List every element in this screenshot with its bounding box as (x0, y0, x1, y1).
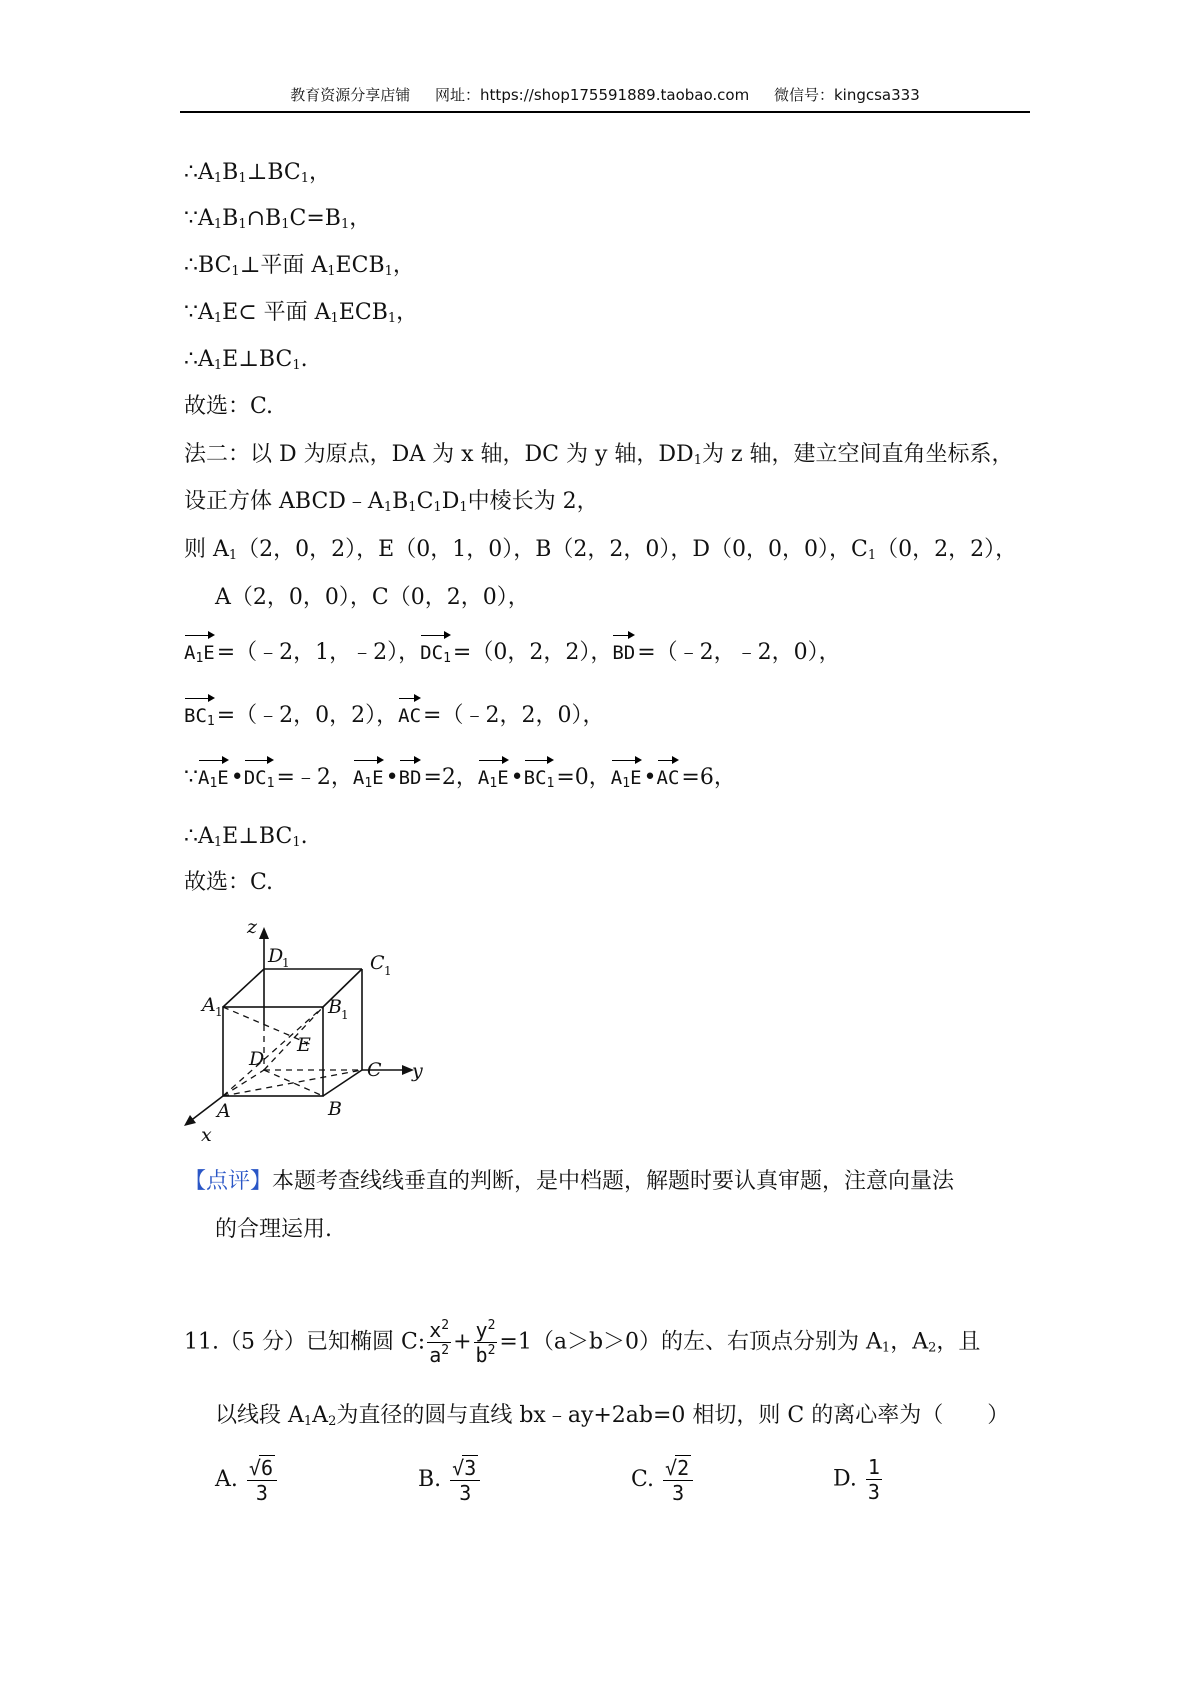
vector-line-1: $A_1E=(﹣2$，1，﹣2），$DC_1=(0$，2，2），BD=（﹣2，﹣2，0）， (184, 632, 841, 668)
svg-text:1: 1 (215, 1005, 223, 1019)
dot-products-line: $\because A_1E•DC_1=﹣2$，$A_1E•BD=2$，$A_1E•BC_1=0$，$A_1E•AC=6$， (184, 757, 736, 793)
vec-bc1: $BC_1$ (184, 695, 215, 731)
method2-points-1: 则 $A_1(2$，0，2），E（0，1，0），B（2，2，0），D（0，0，0），$C_1(0$，2，2）， (184, 537, 1018, 563)
method2-intro: 法二：以 D 为原点，DA 为 x 轴，DC 为 y 轴，$DD_1$为 z 轴，建立空间直角坐标系， (184, 442, 1014, 468)
header-site: 网址：https://shop175591889.taobao.com (435, 86, 750, 104)
method2-points-2: A（2，0，0），C（0，2，0）， (215, 585, 530, 610)
header-rule (180, 111, 1030, 113)
page-header (180, 84, 1030, 112)
label-b1: B (328, 996, 342, 1018)
label-b: B (328, 1098, 342, 1120)
vector-line-2: $BC_1=(﹣2$，0，2），AC=（﹣2，2，0）， (184, 695, 604, 731)
z-arrow-head (259, 927, 269, 939)
svg-text:1: 1 (384, 964, 392, 978)
comment-line-2: 的合理运用. (215, 1217, 332, 1242)
fraction-x2-a2: $\frac{x^2}{a^2}$ (429, 1318, 450, 1367)
label-e: E (297, 1034, 311, 1056)
question-11-line-2: 以线段 $A_1A_2$为直径的圆与直线 bx﹣ay+2ab=0 相切，则 C 的离心率为（ ） (215, 1403, 1010, 1429)
answer-line-2: 故选：C. (184, 870, 274, 895)
proof-line-3: $\therefore BC_1\perp$平面 $A_1ECB_1$， (184, 253, 415, 279)
header-wechat: 微信号：kingcsa333 (773, 86, 920, 104)
label-c: C (367, 1059, 382, 1081)
vec-a1e: $A_1E$ (184, 632, 215, 668)
comment-line-1: 【点评】本题考查线线垂直的判断，是中档题，解题时要认真审题，注意向量法 (184, 1169, 955, 1194)
label-c1: C (370, 952, 385, 974)
fraction-y2-b2: $\frac{y^2}{b^2}$ (475, 1318, 496, 1367)
svg-text:1: 1 (282, 956, 290, 970)
method2-cube: 设正方体 $ABCD﹣A_1B_1C_1D_1$中棱长为 2， (184, 489, 599, 515)
option-c[interactable]: C. $\frac{√2}{3}$ (631, 1455, 695, 1505)
option-a[interactable]: A. $\frac{√6}{3}$ (215, 1455, 279, 1505)
svg-text:1: 1 (341, 1008, 349, 1022)
method2-conclusion: $\therefore A_1E\perp BC_1$. (184, 824, 308, 850)
cube-figure (184, 915, 444, 1150)
header-shop: 教育资源分享店铺 (290, 86, 411, 104)
vec-bd: BD (612, 632, 635, 668)
label-x: x (201, 1124, 212, 1146)
vec-ac: AC (398, 695, 421, 731)
comment-tag: 【点评】 (184, 1169, 273, 1194)
label-a: A (217, 1100, 231, 1122)
label-z: z (247, 916, 258, 938)
answer-line-1: 故选：C. (184, 394, 274, 419)
proof-line-4: $\because A_1E\subset$ 平面 $A_1ECB_1$， (184, 300, 419, 326)
question-11-line-1: 11.（5 分）已知椭圆 C: $\frac{x^2}{a^2}$ + $\frac{y^2}{b^2}$ =1（a＞b＞0）的左、右顶点分别为 $A_1$，$A_2$，且 (184, 1318, 981, 1367)
proof-line-5: $\therefore A_1E\perp BC_1$. (184, 347, 308, 373)
option-b[interactable]: B. $\frac{√3}{3}$ (418, 1455, 482, 1505)
label-a1: A (202, 994, 216, 1016)
vec-dc1: $DC_1$ (420, 632, 451, 668)
label-d1: D (268, 945, 284, 967)
proof-line-1: $\therefore A_1B_1\perp BC_1$， (184, 160, 332, 186)
label-d: D (249, 1048, 265, 1070)
option-d[interactable]: D. $\frac{1}{3}$ (833, 1455, 880, 1504)
label-y: y (412, 1060, 423, 1082)
proof-line-2: $\because A_1B_1\cap B_1C=B_1$， (184, 206, 372, 232)
x-arrow-head (184, 1115, 196, 1126)
